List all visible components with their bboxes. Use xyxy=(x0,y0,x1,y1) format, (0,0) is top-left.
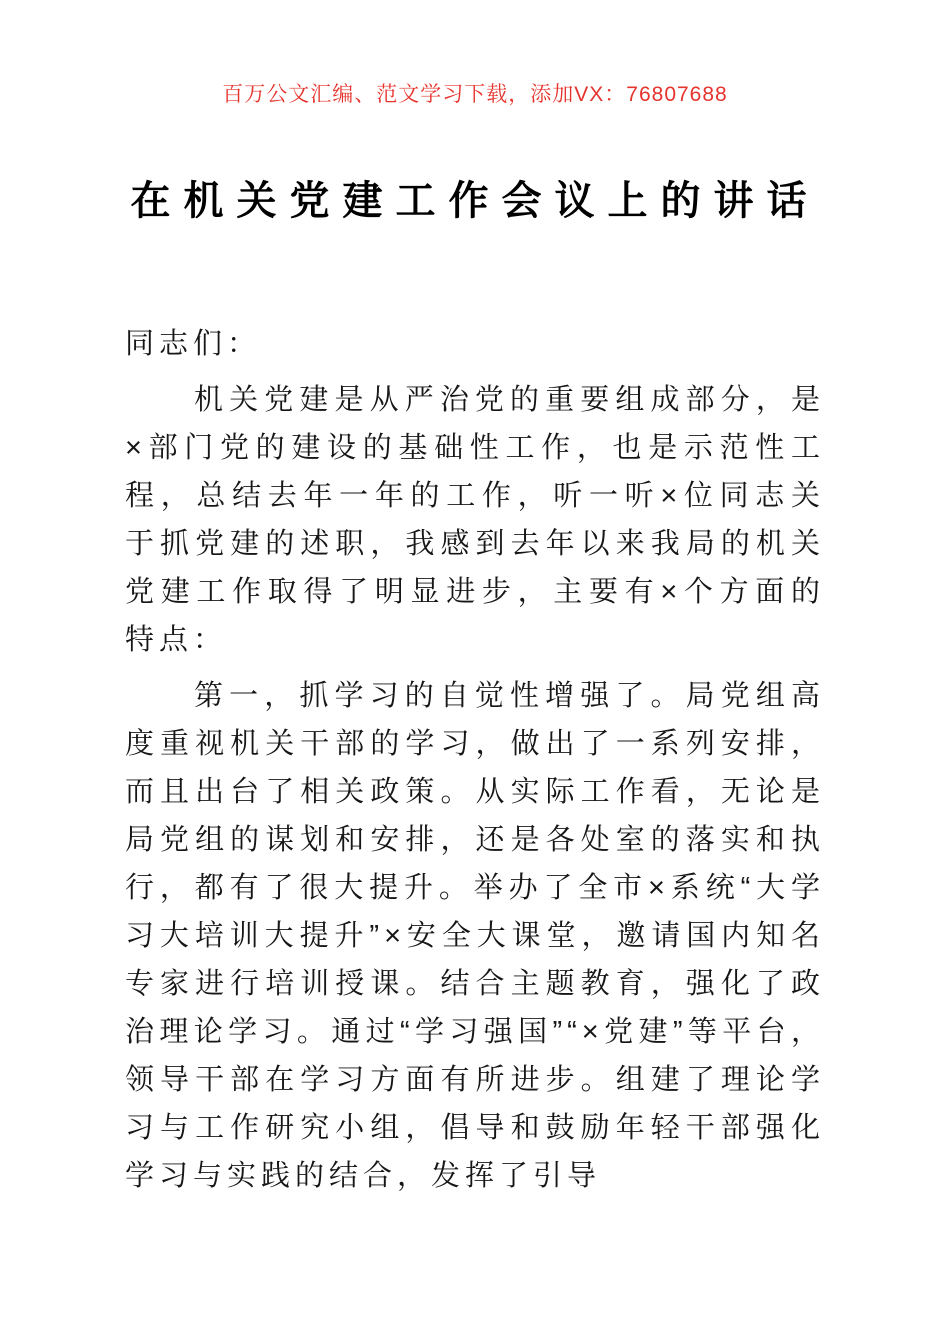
point-one-paragraph: 第一，抓学习的自觉性增强了。局党组高度重视机关干部的学习，做出了一系列安排，而且出台了相关政策。从实际工作看，无论是局党组的谋划和安排，还是各处室的落实和执行，都有了很大提升。举办了全市×系统“大学习大培训大提升”×安全大课堂，邀请国内知名专家进行培训授课。结合主题教育，强化了政治理论学习。通过“学习强国”“×党建”等平台，领导干部在学习方面有所进步。组建了理论学习与工作研究小组，倡导和鼓励年轻干部强化学习与实践的结合，发挥了引导 xyxy=(125,680,825,1192)
salutation-paragraph: 同志们： xyxy=(125,328,262,360)
document-body xyxy=(125,320,825,1200)
promo-banner: 百万公文汇编、范文学习下载，添加VX：76807688 xyxy=(222,83,728,106)
intro-paragraph: 机关党建是从严治党的重要组成部分，是×部门党的建设的基础性工作，也是示范性工程，总结去年一年的工作，听一听×位同志关于抓党建的述职，我感到去年以来我局的机关党建工作取得了明显进步，主要有×个方面的特点： xyxy=(125,384,825,656)
document-title: 在机关党建工作会议上的讲话 xyxy=(130,179,820,223)
